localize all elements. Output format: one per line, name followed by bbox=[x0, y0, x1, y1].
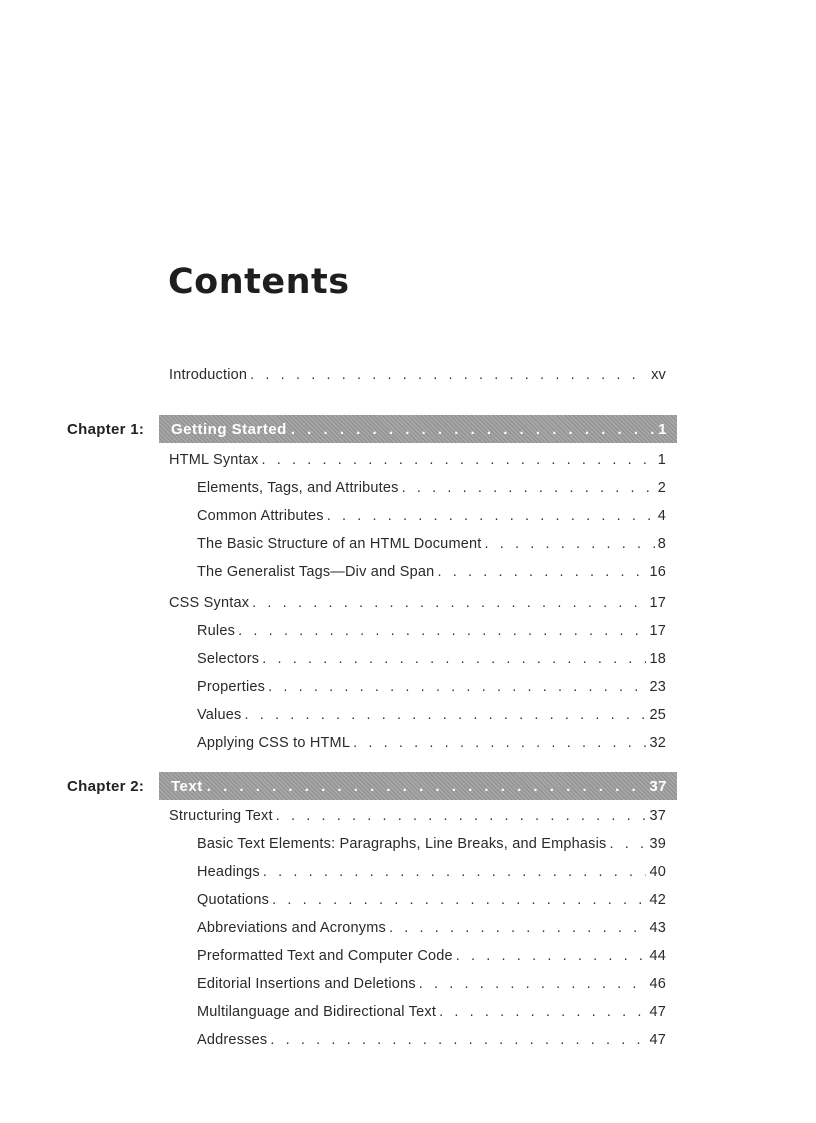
toc-entry-label: Introduction bbox=[169, 367, 248, 383]
toc-page-number: 47 bbox=[649, 1004, 666, 1020]
toc-page-number: xv bbox=[651, 367, 666, 383]
dot-leader bbox=[419, 976, 647, 992]
dot-leader bbox=[262, 651, 646, 667]
toc-page-number: 40 bbox=[649, 864, 666, 880]
dot-leader bbox=[263, 864, 647, 880]
chapter-label: Chapter 1: bbox=[67, 421, 145, 438]
toc-entry-subsection[interactable] bbox=[197, 564, 666, 580]
toc-entry-subsection[interactable] bbox=[197, 651, 666, 667]
toc-entry-label: Values bbox=[197, 707, 242, 723]
toc-entry-subsection[interactable] bbox=[197, 536, 666, 552]
toc-entry-subsection[interactable] bbox=[197, 1004, 666, 1020]
toc-page-number: 32 bbox=[649, 735, 666, 751]
toc-entry-label: Structuring Text bbox=[169, 808, 273, 824]
dot-leader bbox=[262, 452, 655, 468]
dot-leader bbox=[389, 920, 647, 936]
toc-entry-label: Multilanguage and Bidirectional Text bbox=[197, 1004, 437, 1020]
toc-entry-label: Abbreviations and Acronyms bbox=[197, 920, 386, 936]
toc-entry-section[interactable] bbox=[169, 808, 666, 824]
toc-page-number: 2 bbox=[657, 480, 666, 496]
toc-entry-label: The Generalist Tags—Div and Span bbox=[197, 564, 435, 580]
dot-leader bbox=[250, 367, 648, 383]
toc-entry-label: Headings bbox=[197, 864, 260, 880]
chapter-title: Text bbox=[171, 777, 203, 795]
toc-entry-label: The Basic Structure of an HTML Document bbox=[197, 536, 482, 552]
toc-entry-label: Applying CSS to HTML bbox=[197, 735, 351, 751]
page-title: Contents bbox=[168, 262, 350, 302]
toc-entry-subsection[interactable] bbox=[197, 948, 666, 964]
toc-entry-subsection[interactable] bbox=[197, 920, 666, 936]
toc-entry-label: Basic Text Elements: Paragraphs, Line Breaks, and Emphasis bbox=[197, 836, 607, 852]
toc-entry-section[interactable] bbox=[169, 452, 666, 468]
toc-page-number: 47 bbox=[649, 1032, 666, 1048]
toc-page-number: 37 bbox=[649, 808, 666, 824]
toc-entry-subsection[interactable] bbox=[197, 623, 666, 639]
dot-leader bbox=[276, 808, 647, 824]
dot-leader bbox=[353, 735, 646, 751]
toc-entry-section[interactable] bbox=[169, 595, 666, 611]
toc-entry-introduction[interactable] bbox=[169, 367, 666, 383]
toc-entry-label: Common Attributes bbox=[197, 508, 324, 524]
toc-page-number: 8 bbox=[657, 536, 666, 552]
toc-entry-subsection[interactable] bbox=[197, 508, 666, 524]
toc-entry-subsection[interactable] bbox=[197, 892, 666, 908]
toc-page-number: 25 bbox=[649, 707, 666, 723]
chapter-heading-bar[interactable] bbox=[159, 772, 677, 800]
toc-entry-label: Quotations bbox=[197, 892, 270, 908]
toc-page-number: 23 bbox=[649, 679, 666, 695]
toc-entry-label: Properties bbox=[197, 679, 266, 695]
dot-leader bbox=[270, 1032, 646, 1048]
toc-entry-label: Rules bbox=[197, 623, 236, 639]
toc-page-number: 39 bbox=[649, 836, 666, 852]
toc-entry-subsection[interactable] bbox=[197, 836, 666, 852]
toc-entry-subsection[interactable] bbox=[197, 1032, 666, 1048]
toc-page-number: 4 bbox=[657, 508, 666, 524]
dot-leader bbox=[238, 623, 646, 639]
dot-leader bbox=[291, 421, 654, 438]
dot-leader bbox=[272, 892, 646, 908]
dot-leader bbox=[484, 536, 654, 552]
dot-leader bbox=[437, 564, 646, 580]
toc-page-number: 43 bbox=[649, 920, 666, 936]
toc-entry-subsection[interactable] bbox=[197, 679, 666, 695]
toc-entry-label: Addresses bbox=[197, 1032, 268, 1048]
toc-entry-label: Editorial Insertions and Deletions bbox=[197, 976, 416, 992]
dot-leader bbox=[439, 1004, 646, 1020]
dot-leader bbox=[244, 707, 646, 723]
chapter-title: Getting Started bbox=[171, 420, 287, 438]
dot-leader bbox=[252, 595, 646, 611]
toc-entry-label: Preformatted Text and Computer Code bbox=[197, 948, 453, 964]
toc-entry-subsection[interactable] bbox=[197, 735, 666, 751]
toc-page-number: 17 bbox=[649, 623, 666, 639]
dot-leader bbox=[456, 948, 647, 964]
dot-leader bbox=[327, 508, 655, 524]
toc-page-number: 16 bbox=[649, 564, 666, 580]
toc-entry-label: CSS Syntax bbox=[169, 595, 250, 611]
toc-entry-subsection[interactable] bbox=[197, 864, 666, 880]
toc-page-number: 46 bbox=[649, 976, 666, 992]
chapter-page-number: 37 bbox=[649, 777, 667, 795]
toc-page-number: 42 bbox=[649, 892, 666, 908]
chapter-page-number: 1 bbox=[658, 420, 667, 438]
dot-leader bbox=[268, 679, 646, 695]
dot-leader bbox=[207, 778, 646, 795]
toc-entry-label: Selectors bbox=[197, 651, 260, 667]
chapter-heading-bar[interactable] bbox=[159, 415, 677, 443]
toc-page-number: 17 bbox=[649, 595, 666, 611]
toc-entry-subsection[interactable] bbox=[197, 480, 666, 496]
toc-page-number: 44 bbox=[649, 948, 666, 964]
dot-leader bbox=[402, 480, 655, 496]
toc-entry-label: Elements, Tags, and Attributes bbox=[197, 480, 399, 496]
toc-page-number: 18 bbox=[649, 651, 666, 667]
chapter-label: Chapter 2: bbox=[67, 778, 145, 795]
dot-leader bbox=[609, 836, 646, 852]
toc-entry-label: HTML Syntax bbox=[169, 452, 259, 468]
toc-page-number: 1 bbox=[657, 452, 666, 468]
toc-entry-subsection[interactable] bbox=[197, 976, 666, 992]
toc-entry-subsection[interactable] bbox=[197, 707, 666, 723]
